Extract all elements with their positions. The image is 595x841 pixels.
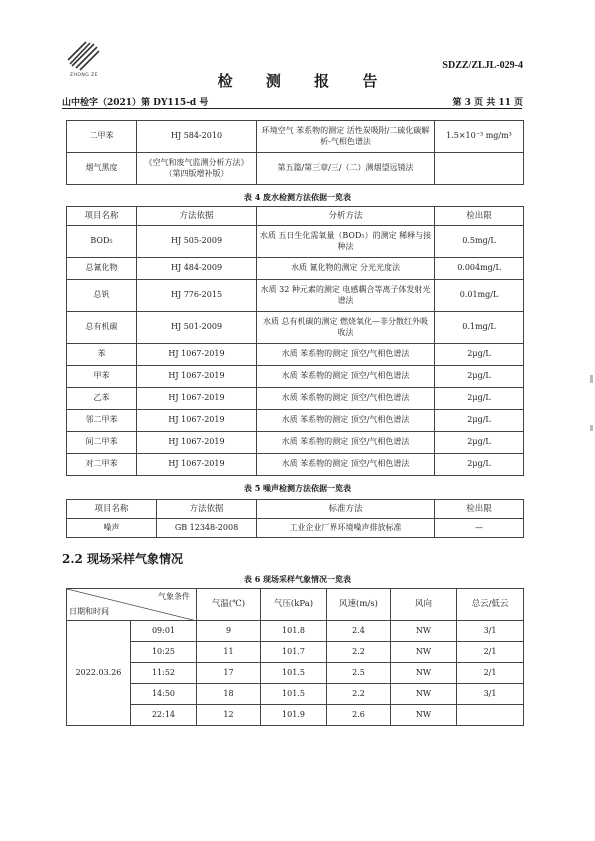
cell-cloud: 3/1 [457,621,524,642]
table-row [67,388,524,410]
cell-wind-dir: NW [391,705,457,726]
table-header-row [67,207,524,226]
cell-limit: 2μg/L [435,366,524,388]
table-row [67,519,524,538]
cell-limit: 0.004mg/L [435,258,524,280]
cell-basis: HJ 776-2015 [137,280,257,312]
cell-method: 环境空气 苯系物的测定 活性炭吸附/二硫化碳解析-气相色谱法 [257,121,435,153]
header-temp: 气温(℃) [197,589,261,621]
cell-basis: 《空气和废气监测分析方法》（第四版增补版） [137,153,257,185]
header-wind-speed: 风速(m/s) [327,589,391,621]
cell-pressure: 101.8 [261,621,327,642]
cell-method: 水质 32 种元素的测定 电感耦合等离子体发射光谱法 [257,280,435,312]
table-row [67,432,524,454]
cell-wind-speed: 2.5 [327,663,391,684]
header-method: 分析方法 [257,207,435,226]
cell-item: 邻二甲苯 [67,410,137,432]
table-row [67,454,524,476]
table-row [67,121,524,153]
cell-limit: — [435,519,524,538]
cell-method: 水质 苯系物的测定 顶空/气相色谱法 [257,410,435,432]
cell-method: 水质 苯系物的测定 顶空/气相色谱法 [257,454,435,476]
table-weather-conditions [66,588,524,726]
table-row [67,410,524,432]
cell-limit [435,153,524,185]
company-logo-icon [64,38,104,74]
cell-item: 苯 [67,344,137,366]
cell-date: 2022.03.26 [67,621,131,726]
cell-wind-dir: NW [391,684,457,705]
header-wind-dir: 风向 [391,589,457,621]
table-row [67,642,524,663]
cell-basis: HJ 501-2009 [137,312,257,344]
cell-wind-speed: 2.4 [327,621,391,642]
cell-temp: 11 [197,642,261,663]
header-item: 项目名称 [67,207,137,226]
table-row [67,312,524,344]
table-row [67,621,524,642]
page-number: 第 3 页 共 11 页 [452,98,523,108]
cell-method: 第五篇/第三章/三/（二）测烟望远镜法 [257,153,435,185]
cell-item: 噪声 [67,519,157,538]
cell-item: 烟气黑度 [67,153,137,185]
section-heading: 2.2 现场采样气象情况 [62,552,184,566]
cell-wind-speed: 2.6 [327,705,391,726]
cell-limit: 0.01mg/L [435,280,524,312]
cell-item: 二甲苯 [67,121,137,153]
cell-cloud: 2/1 [457,642,524,663]
cell-cloud: 2/1 [457,663,524,684]
cell-pressure: 101.9 [261,705,327,726]
table-row [67,366,524,388]
cell-method: 工业企业厂界环境噪声排放标准 [257,519,435,538]
cell-wind-dir: NW [391,621,457,642]
cell-method: 水质 苯系物的测定 顶空/气相色谱法 [257,344,435,366]
header-limit: 检出限 [435,207,524,226]
table-wastewater-methods [66,206,524,476]
cell-basis: HJ 1067-2019 [137,454,257,476]
table-row [67,684,524,705]
cell-basis: HJ 1067-2019 [137,410,257,432]
cell-time: 10:25 [131,642,197,663]
cell-method: 水质 氰化物的测定 分光光度法 [257,258,435,280]
cell-item: 对二甲苯 [67,454,137,476]
scan-edge-mark [590,425,593,431]
cell-basis: HJ 1067-2019 [137,388,257,410]
header-limit: 检出限 [435,500,524,519]
cell-temp: 18 [197,684,261,705]
cell-limit: 2μg/L [435,388,524,410]
scan-edge-mark [590,375,593,383]
cell-item: 总钒 [67,280,137,312]
table-header-row [67,500,524,519]
table-row [67,344,524,366]
diag-bottom-label: 日期和时间 [69,606,109,616]
table5-caption: 表 5 噪声检测方法依据一览表 [243,483,352,493]
header-basis: 方法依据 [137,207,257,226]
cell-wind-dir: NW [391,642,457,663]
header-divider [62,108,522,109]
cell-item: BOD₅ [67,226,137,258]
cell-temp: 9 [197,621,261,642]
report-number: 山中检字（2021）第 DY115-d 号 [62,98,209,108]
cell-pressure: 101.7 [261,642,327,663]
table-row [67,705,524,726]
cell-cloud: 3/1 [457,684,524,705]
header-pressure: 气压(kPa) [261,589,327,621]
header-method: 标准方法 [257,500,435,519]
cell-cloud [457,705,524,726]
cell-temp: 17 [197,663,261,684]
cell-basis: HJ 1067-2019 [137,344,257,366]
cell-basis: HJ 584-2010 [137,121,257,153]
logo-text: ZHONG ZE [69,73,99,78]
header-basis: 方法依据 [157,500,257,519]
cell-time: 14:50 [131,684,197,705]
cell-limit: 2μg/L [435,432,524,454]
cell-wind-speed: 2.2 [327,684,391,705]
table-row [67,663,524,684]
cell-limit: 0.5mg/L [435,226,524,258]
cell-basis: GB 12348-2008 [157,519,257,538]
page-title: 检 测 报 告 [217,72,392,90]
table-air-methods-continued [66,120,524,185]
cell-limit: 2μg/L [435,410,524,432]
table6-caption: 表 6 现场采样气象情况一览表 [243,574,352,584]
table4-caption: 表 4 废水检测方法依据一览表 [243,192,352,202]
cell-method: 水质 苯系物的测定 顶空/气相色谱法 [257,366,435,388]
cell-limit: 1.5×10⁻³ mg/m³ [435,121,524,153]
cell-basis: HJ 505-2009 [137,226,257,258]
table-noise-methods [66,499,524,538]
header-item: 项目名称 [67,500,157,519]
cell-temp: 12 [197,705,261,726]
table-row [67,153,524,185]
cell-method: 水质 苯系物的测定 顶空/气相色谱法 [257,432,435,454]
cell-wind-speed: 2.2 [327,642,391,663]
table-row [67,226,524,258]
cell-method: 水质 苯系物的测定 顶空/气相色谱法 [257,388,435,410]
cell-limit: 2μg/L [435,344,524,366]
table-header-row [67,589,524,621]
cell-time: 22:14 [131,705,197,726]
cell-time: 09:01 [131,621,197,642]
header-cloud: 总云/低云 [457,589,524,621]
table-row [67,280,524,312]
cell-time: 11:52 [131,663,197,684]
cell-limit: 2μg/L [435,454,524,476]
cell-method: 水质 五日生化需氧量（BOD₅）的测定 稀释与接种法 [257,226,435,258]
cell-method: 水质 总有机碳的测定 燃烧氧化—非分散红外吸收法 [257,312,435,344]
cell-item: 甲苯 [67,366,137,388]
cell-item: 总氰化物 [67,258,137,280]
cell-pressure: 101.5 [261,684,327,705]
table-row [67,258,524,280]
cell-basis: HJ 1067-2019 [137,366,257,388]
cell-wind-dir: NW [391,663,457,684]
cell-basis: HJ 484-2009 [137,258,257,280]
document-code: SDZZ/ZLJL-029-4 [442,60,523,71]
cell-item: 间二甲苯 [67,432,137,454]
cell-basis: HJ 1067-2019 [137,432,257,454]
cell-limit: 0.1mg/L [435,312,524,344]
cell-item: 乙苯 [67,388,137,410]
diagonal-header-cell [67,589,197,621]
cell-item: 总有机碳 [67,312,137,344]
diag-top-label: 气象条件 [158,592,190,601]
cell-pressure: 101.5 [261,663,327,684]
